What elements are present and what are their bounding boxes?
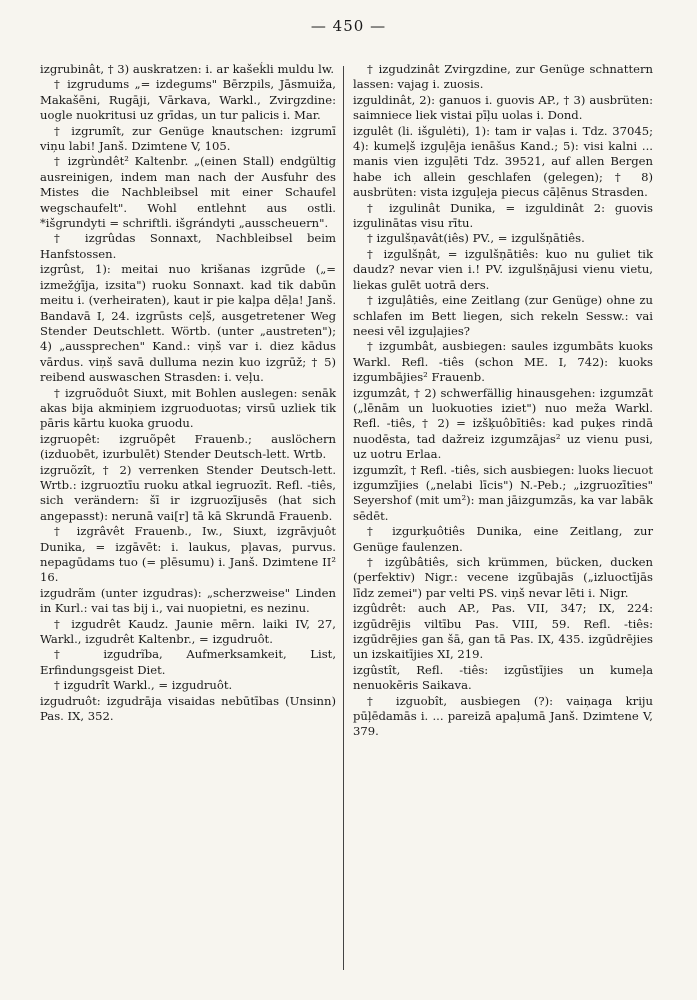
dictionary-entry: izgruopêt: izgruõpêt Frauenb.; auslöchern (izduobēt, izurbulēt) Stender Deutsch-lett. Wrtb. [40,431,336,462]
dictionary-entry: † izgrûdas Sonnaxt, Nachbleibsel beim Hanfstossen. [40,231,336,261]
dictionary-entry: † izgulšņavât(iês) PV., = izgulšņātiês. [367,231,585,246]
dictionary-entry: † izgrumît, zur Genüge knautschen: izgrumī viņu labi! Janš. Dzimtene V, 105. [40,123,336,154]
dictionary-entry: † izgudrêt Kaudz. Jaunie mērn. laiki IV, 27, Warkl., izgudrêt Kaltenbr., = izgudruôt. [40,616,336,647]
dictionary-entry: † izgrudums „= izdegums" Bērzpils, Jāsmuiža, Makašēni, Rugāji, Vārkava, Warkl., Zvirgzdine: uogle nuokritusi uz grīdas, un tur palicis i. Mar. [40,77,336,123]
dictionary-entry: † izguļâtiês, eine Zeitlang (zur Genüge) ohne zu schlafen im Bett liegen, sich rekeln Sessw.: vai neesi vēl izguļajies? [353,293,653,338]
dictionary-entry: † izgudzinât Zvirgzdine, zur Genüge schnattern lassen: vajag i. zuosis. [353,62,653,92]
dictionary-entry: † izgulinât Dunika, = izguldinât 2: guovis izgulinātas visu rītu. [353,200,653,231]
right-column [353,62,653,740]
left-column [40,62,336,724]
dictionary-entry: izgumzît, † Refl. -tiês, sich ausbiegen: luoks liecuot izgumzījies („nelabi līcis") N.-Peb.; „izgruozīties" Seyershof (mit um²): man jāizgumzās, ka var labāk sēdēt. [353,462,653,523]
page-number: — 450 — [310,17,387,35]
dictionary-entry: izgûdrêt: auch AP., Pas. VII, 347; IX, 224: izgūdrējis viltību Pas. VIII, 59. Refl. -tiês: izgūdrējies gan šā, gan tā Pas. IX, 435. izgūdrējies un izskaitījies XI, 219. [353,601,653,662]
dictionary-entry: izguldinât, 2): ganuos i. guovis AP., † 3) ausbrüten: saimniece liek vistai pīļu uolas i. Dond. [353,92,653,123]
dictionary-entry: † izgumbât, ausbiegen: saules izgumbāts kuoks Warkl. Refl. -tiês (schon ME. I, 742): kuoks izgumbājies² Frauenb. [353,339,653,385]
dictionary-entry: † izgudrĩba, Aufmerksamkeit, List, Erfindungsgeist Diet. [40,647,336,677]
dictionary-entry: † izgruõduôt Siuxt, mit Bohlen auslegen: senāk akas bija akmiņiem izgruoduotas; virsū uzliek tik pāris kārtu kuoka gruodu. [40,385,336,431]
dictionary-entry: † izgrâvêt Frauenb., Iw., Siuxt, izgrāvjuôt Dunika, = izgāvēt: i. laukus, pļavas, purvus. nepagūdams tuo (= plēsumu) i. Janš. Dzimtene II² 16. [40,524,336,585]
dictionary-entry: izgudruôt: izgudrāja visaidas nebūtības (Unsinn) Pas. IX, 352. [40,693,336,724]
dictionary-entry: † izgrùndêt² Kaltenbr. „(einen Stall) endgültig ausreinigen, indem man nach der Ausfuhr des Mistes die Nachbleibsel mit einer Schaufel wegschaufelt". Wohl entlehnt aus ostli. *išgrundyti = schriftli. išgrándyti „ausscheuern". [40,154,336,231]
dictionary-entry: izgrubinât, † 3) auskratzen: i. ar kašeḱli muldu lw. [40,62,335,76]
dictionary-entry: † izgulšņât, = izgulšņātiês: kuo nu guliet tik daudz? nevar vien i.! PV. izgulšņājusi vienu vietu, liekas gulēt uotrā ders. [353,246,653,292]
dictionary-entry: izgruõzît, † 2) verrenken Stender Deutsch-lett. Wrtb.: izgruoztīu ruoku atkal iegruozīt. Refl. -tiês, sich verändern: šī ir izgruozījusēs (hat sich angepasst): nerunā vai[r] tā kā Skrundā Frauenb. [40,462,336,523]
dictionary-entry: izgrûst, 1): meitai nuo krišanas izgrūde („= izmežģīja, izsita") ruoku Sonnaxt. kad tik dabūn meitu i. (verheiraten), kaut ir pie kaļpa dēļa! Janš. Bandavā I, 24. izgrūsts ceļš, ausgetretener Weg Stender Deutschlett. Wörtb. (unter „austreten"); 4) „aussprechen" Kand.: viņš var i. diez kādus vārdus. viņš savā dulluma nezin kuo izgrūž; † 5) reibend auswaschen Strasden: i. veļu. [40,262,336,385]
dictionary-entry: izgûstît, Refl. -tiês: izgūstījies un kumeļa nenuokēris Saikava. [353,662,653,693]
dictionary-entry: izgumzât, † 2) schwerfällig hinausgehen: izgumzāt („lēnām un luokuoties iziet") nuo meža Warkl. Refl. -tiês, † 2) = izšķuôbītiês: kad puķes rindā nuodēsta, tad dažreiz izgumzājas² uz vienu pusi, uz uotru Erlaa. [353,385,653,462]
dictionary-entry: izgulêt (li. išgulėti), 1): tam ir vaļas i. Tdz. 37045; 4): kumeļš izguļēja ienāšus Kand.; 5): visi kalni ... manis vien izguļēti Tdz. 39521, auf allen Bergen habe ich allein geschlafen (gelegen); † 8) ausbrüten: vista izguļeja piecus cāļēnus Strasden. [353,123,653,200]
column-divider [343,66,344,970]
dictionary-entry: izgudrãm (unter izgudras): „scherzweise" Linden in Kurl.: vai tas bij i., vai nuopietni, es nezinu. [40,585,336,616]
dictionary-entry: † izguobît, ausbiegen (?): vaiņaga kriju pūļēdamās i. ... pareizā apaļumā Janš. Dzimtene V, 379. [353,693,653,739]
dictionary-entry: † izgûbâtiês, sich krümmen, bücken, ducken (perfektiv) Nigr.: vecene izgūbajās („izluoctījās līdz zemei") par velti PS. viņš nevar lēti i. Nigr. [353,555,653,600]
dictionary-entry: † izgudrît Warkl., = izgudruôt. [54,678,233,693]
dictionary-entry: † izgurķuôtiês Dunika, eine Zeitlang, zur Genüge faulenzen. [353,524,653,554]
